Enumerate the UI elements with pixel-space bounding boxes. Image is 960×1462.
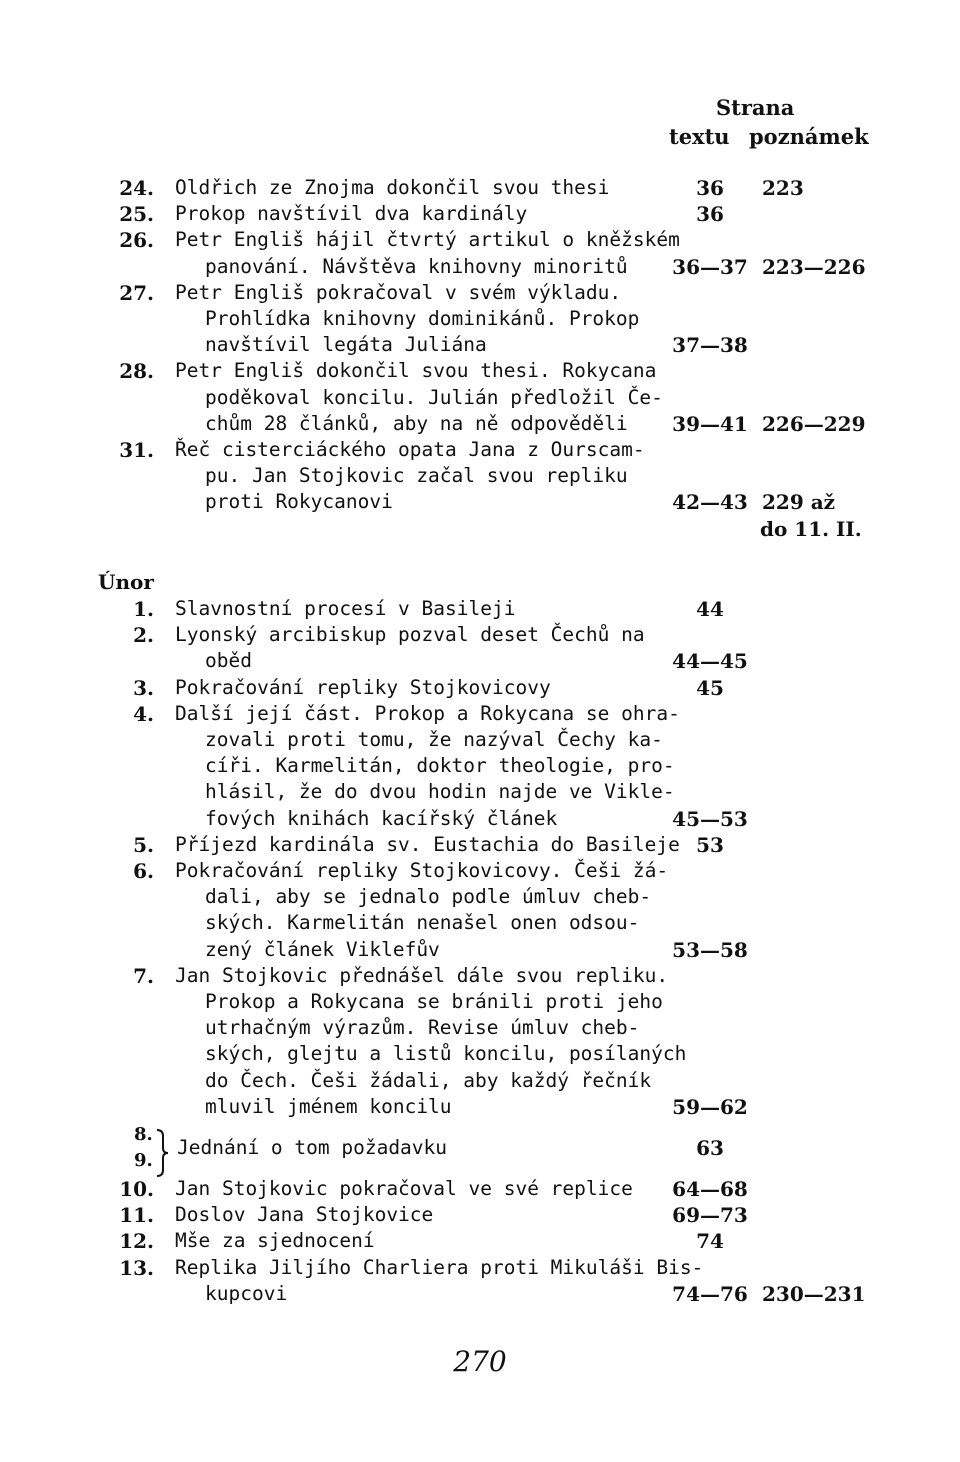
entry-number: 13. (119, 1255, 154, 1280)
month-heading: Únor (98, 570, 154, 594)
entry-text-line: pu. Jan Stojkovic začal svou repliku (205, 464, 628, 488)
entry-text-line: Pokračování repliky Stojkovicovy. Češi žá- (175, 859, 669, 882)
header-poznamek: poznámek (749, 124, 869, 149)
entry-pages: 39—41 (672, 411, 748, 436)
entry-text-line: Slavnostní procesí v Basileji (175, 597, 516, 620)
entry-text-line: zovali proti tomu, že nazýval Čechy ka- (205, 728, 663, 751)
entry-text-line: Replika Jiljího Charliera proti Mikuláši Bis- (175, 1255, 704, 1279)
entry-notes-cont: do 11. II. (760, 516, 862, 541)
entry-pages: 64—68 (672, 1177, 748, 1201)
entry-text-line: ských, glejtu a listů koncilu, posílaných (205, 1042, 687, 1066)
entry-text-line: do Čech. Češi žádali, aby každý řečník (205, 1068, 652, 1092)
entry-notes: 223—226 (762, 254, 866, 279)
entry-number: 9. (134, 1150, 153, 1171)
entry-number: 28. (119, 359, 154, 384)
entry-text-line: Oldřich ze Znojma dokončil svou thesi (175, 176, 610, 199)
entry-text-line: Pokračování repliky Stojkovicovy (175, 675, 551, 699)
entry-text-line: zený článek Viklefův (205, 937, 440, 961)
entry-number: 26. (119, 228, 154, 253)
entry-pages: 44 (696, 597, 724, 621)
entry-number: 6. (133, 859, 154, 883)
entry-text-line: hlásil, že do dvou hodin najde ve Vikle- (205, 780, 675, 804)
entry-number: 2. (133, 623, 154, 648)
entry-text-line: Lyonský arcibiskup pozval deset Čechů na (175, 623, 645, 647)
entry-pages: 59—62 (672, 1094, 748, 1119)
entry-number: 5. (133, 832, 154, 857)
entry-text-line: Doslov Jana Stojkovice (175, 1203, 434, 1227)
entry-text-line: proti Rokycanovi (205, 490, 393, 514)
entry-text-line: Jan Stojkovic přednášel dále svou repliku. (175, 963, 669, 987)
entry-text-line: navštívil legáta Juliána (205, 333, 487, 357)
entry-text-line: mluvil jménem koncilu (205, 1094, 452, 1118)
entry-text-line: oběd (205, 649, 252, 673)
entry-text-line: Petr Engliš pokračoval v svém výkladu. (175, 280, 622, 304)
entry-text-line: dali, aby se jednalo podle úmluv cheb- (205, 885, 652, 909)
entry-pages: 45 (696, 675, 724, 700)
entry-text-line: poděkoval koncilu. Julián předložil Če- (205, 385, 663, 409)
entry-pages: 53—58 (672, 937, 748, 962)
entry-number: 1. (133, 597, 154, 621)
entry-pages: 36—37 (672, 254, 748, 279)
entry-number: 25. (119, 202, 154, 227)
entry-number: 7. (133, 963, 154, 988)
entry-pages: 74—76 (672, 1281, 748, 1306)
entry-pages: 42—43 (672, 490, 748, 515)
entry-text-line: Prokop navštívil dva kardinály (175, 202, 528, 226)
entry-notes: 226—229 (762, 411, 866, 436)
entry-pages: 36 (696, 176, 724, 200)
entry-text-line: Mše za sjednocení (175, 1229, 375, 1253)
entry-number: 27. (119, 280, 154, 305)
curly-brace-icon (155, 1128, 169, 1178)
entry-number: 3. (133, 675, 154, 700)
entry-pages: 37—38 (672, 333, 748, 358)
entry-pages: 63 (696, 1136, 724, 1160)
entry-text-line: kupcovi (205, 1281, 288, 1305)
page-number: 270 (453, 1345, 507, 1378)
entry-pages: 44—45 (672, 649, 748, 674)
header-textu: textu (669, 124, 730, 149)
entry-text-line: Příjezd kardinála sv. Eustachia do Basileje (175, 832, 680, 856)
entry-number: 12. (119, 1229, 154, 1254)
entry-text-line: panování. Návštěva knihovny minoritů (205, 254, 628, 278)
entry-number: 31. (119, 438, 154, 462)
entry-pages: 74 (696, 1229, 724, 1254)
entry-text-line: Řeč cisterciáckého opata Jana z Ourscam- (175, 438, 645, 461)
entry-text-line: chům 28 článků, aby na ně odpověděli (205, 411, 628, 435)
entry-number: 10. (119, 1177, 154, 1201)
entry-notes: 223 (762, 176, 804, 200)
entry-text-line: ských. Karmelitán nenašel onen odsou- (205, 911, 640, 935)
entry-text-line: Prohlídka knihovny dominikánů. Prokop (205, 307, 640, 330)
entry-text-line: fových knihách kacířský článek (205, 806, 558, 830)
entry-notes: 229 až (762, 490, 836, 515)
entry-number: 24. (119, 176, 154, 200)
entry-text-line: utrhačným výrazům. Revise úmluv cheb- (205, 1016, 640, 1040)
entry-text-line: Petr Engliš dokončil svou thesi. Rokycana (175, 359, 657, 383)
entry-text-line: cíři. Karmelitán, doktor theologie, pro- (205, 754, 675, 778)
entry-pages: 69—73 (672, 1203, 748, 1228)
header-strana: Strana (716, 95, 795, 120)
entry-text: Jednání o tom požadavku (177, 1136, 448, 1159)
entry-text-line: Jan Stojkovic pokračoval ve své replice (175, 1177, 633, 1200)
entry-text-line: Prokop a Rokycana se bránili proti jeho (205, 990, 663, 1013)
entry-number: 4. (133, 701, 154, 726)
entry-pages: 53 (696, 832, 724, 857)
entry-number: 8. (134, 1124, 153, 1145)
entry-text-line: Petr Engliš hájil čtvrtý artikul o kněžském (175, 228, 680, 252)
entry-text-line: Další její část. Prokop a Rokycana se ohra- (175, 701, 680, 725)
entry-number: 11. (119, 1203, 154, 1228)
entry-notes: 230—231 (762, 1281, 866, 1306)
entry-pages: 36 (696, 202, 724, 227)
entry-pages: 45—53 (672, 806, 748, 831)
